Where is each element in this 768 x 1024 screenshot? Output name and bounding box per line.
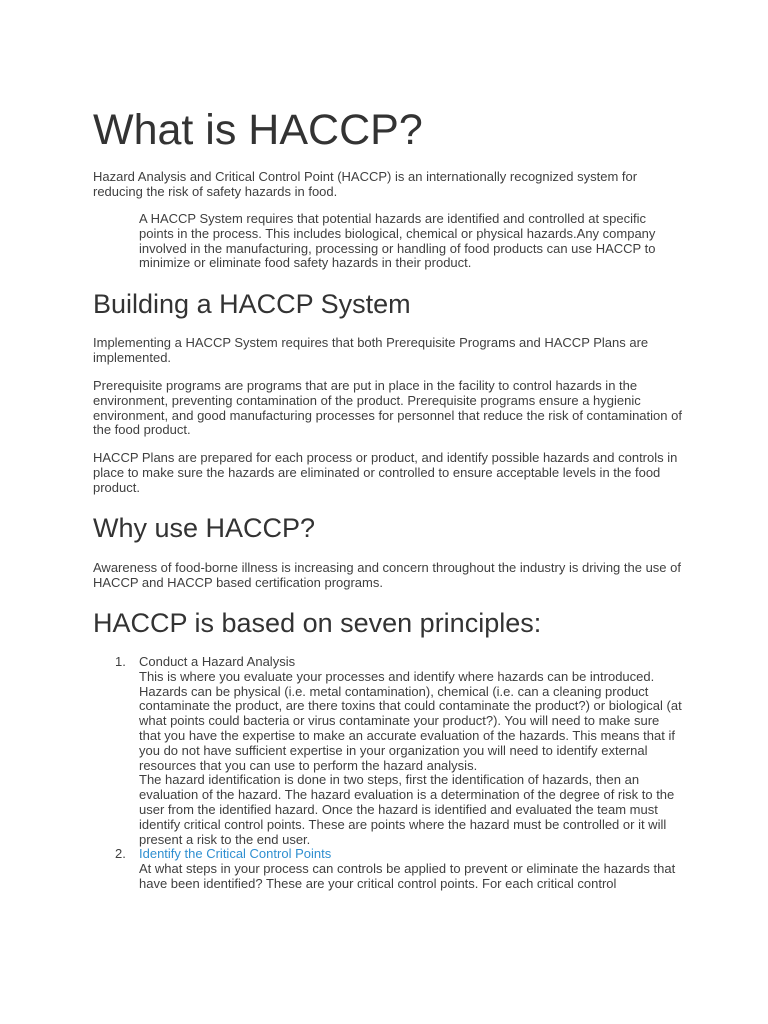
critical-control-points-link[interactable]: Identify the Critical Control Points	[139, 846, 332, 862]
why-paragraph: Awareness of food-borne illness is increasing and concern throughout the industry is driving the use of HACCP and HACCP based certification programs.	[93, 560, 681, 590]
list-item-number: 1.	[115, 654, 126, 669]
section-heading-principles: HACCP is based on seven principles:	[93, 608, 542, 638]
list-item-body: This is where you evaluate your processes and identify where hazards can be introduced. Hazards can be physical (i.e. metal contamination), chemical (i.e. can a cleaning product contaminate the product, are there toxins that could contaminate the product?) or biological (at what points could bacteria or virus contaminate your product?). You will need to make sure that you have the expertise to make an accurate evaluation of the hazards. This means that if you do not have sufficient expertise in your organization you will need to identify external resources that you can use to perform the hazard analysis.	[139, 668, 682, 773]
section-heading-why: Why use HACCP?	[93, 513, 316, 543]
building-paragraph-2: Prerequisite programs are programs that are put in place in the facility to control hazards in the environment, preventing contamination of the product. Prerequisite programs ensure a hygienic environment, and good manufacturing processes for personnel that reduce the risk of contamination of the food product.	[93, 378, 682, 438]
building-paragraph-1: Implementing a HACCP System requires that both Prerequisite Programs and HACCP Plans are implemented.	[93, 335, 649, 365]
section-heading-building: Building a HACCP System	[93, 289, 411, 319]
intro-indented-paragraph: A HACCP System requires that potential hazards are identified and controlled at specific points in the process. This includes biological, chemical or physical hazards.Any company involved in the manufacturing, processing or handling of food products can use HACCP to minimize or eliminate food safety hazards in their product.	[139, 211, 656, 271]
list-item	[93, 847, 683, 891]
list-item-body: The hazard identification is done in two steps, first the identification of hazards, then an evaluation of the hazard. The hazard evaluation is a determination of the degree of risk to the user from the identified hazard. Once the hazard is identified and evaluated the team must identify critical control points. These are points where the hazard must be controlled or it will present a risk to the end user.	[139, 772, 675, 847]
list-item-body: At what steps in your process can controls be applied to prevent or eliminate the hazards that have been identified? These are your critical control points. For each critical control	[139, 861, 676, 891]
list-item-number: 2.	[115, 846, 126, 862]
list-item-title: Conduct a Hazard Analysis	[139, 654, 296, 669]
building-paragraph-3: HACCP Plans are prepared for each process or product, and identify possible hazards and controls in place to make sure the hazards are eliminated or controlled to ensure acceptable levels in the food product.	[93, 450, 678, 495]
page-title: What is HACCP?	[93, 106, 423, 154]
intro-paragraph: Hazard Analysis and Critical Control Point (HACCP) is an internationally recognized system for reducing the risk of safety hazards in food.	[93, 169, 638, 199]
principles-list	[93, 655, 683, 892]
list-item	[93, 655, 683, 847]
